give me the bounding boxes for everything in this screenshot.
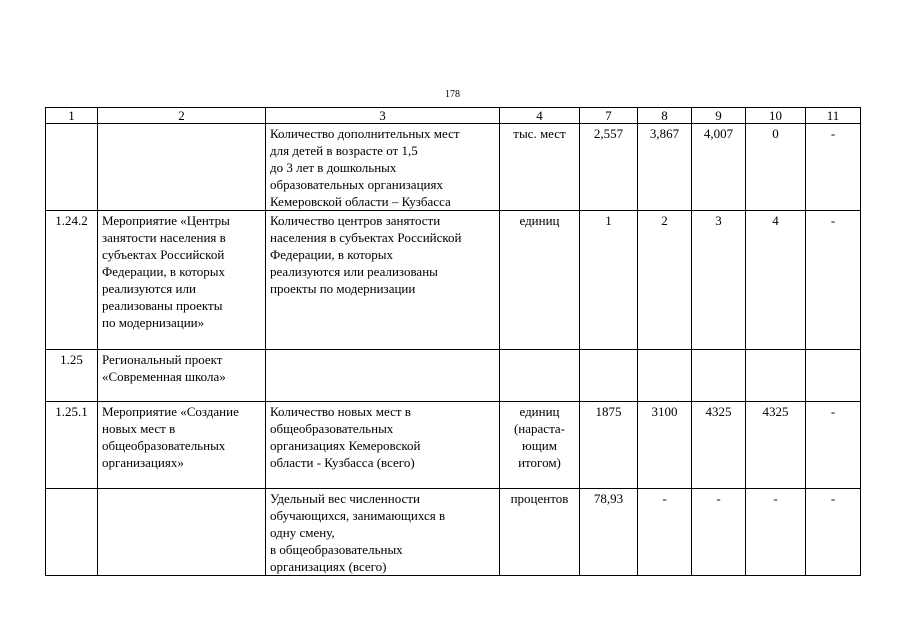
header-cell: 3 — [266, 108, 500, 124]
table-row — [46, 124, 861, 211]
value-cell-7 — [580, 350, 638, 402]
row-number-cell — [46, 489, 98, 576]
header-cell: 4 — [500, 108, 580, 124]
row-number-cell: 1.25.1 — [46, 402, 98, 489]
value-cell-10: 4 — [746, 211, 806, 350]
value-cell-11: - — [806, 211, 861, 350]
header-cell: 9 — [692, 108, 746, 124]
value-cell-8 — [638, 350, 692, 402]
value-cell-9: - — [692, 489, 746, 576]
measure-cell: Мероприятие «Центры занятости населения в субъектах Российской Федерации, в которых реализуются или реализованы проекты по модернизации» — [98, 211, 266, 350]
value-cell-8: - — [638, 489, 692, 576]
value-cell-8: 3,867 — [638, 124, 692, 211]
value-cell-7: 1 — [580, 211, 638, 350]
value-cell-10 — [746, 350, 806, 402]
value-cell-11: - — [806, 124, 861, 211]
value-cell-10: - — [746, 489, 806, 576]
table-row — [46, 489, 861, 576]
value-cell-9: 3 — [692, 211, 746, 350]
unit-cell: единиц (нараста- ющим итогом) — [500, 402, 580, 489]
unit-cell — [500, 350, 580, 402]
indicator-cell: Количество центров занятости населения в субъектах Российской Федерации, в которых реализуются или реализованы проекты по модернизации — [266, 211, 500, 350]
value-cell-11: - — [806, 489, 861, 576]
header-cell: 10 — [746, 108, 806, 124]
table-header-row — [46, 108, 861, 124]
row-number-cell: 1.24.2 — [46, 211, 98, 350]
header-cell: 8 — [638, 108, 692, 124]
indicator-cell: Количество новых мест в общеобразовательных организациях Кемеровской области - Кузбасса (всего) — [266, 402, 500, 489]
indicator-cell: Удельный вес численности обучающихся, занимающихся в одну смену, в общеобразовательных организациях (всего) — [266, 489, 500, 576]
table-row — [46, 350, 861, 402]
table-row — [46, 402, 861, 489]
indicator-cell — [266, 350, 500, 402]
unit-cell: тыс. мест — [500, 124, 580, 211]
header-cell: 2 — [98, 108, 266, 124]
measure-cell: Региональный проект «Современная школа» — [98, 350, 266, 402]
value-cell-9 — [692, 350, 746, 402]
header-cell: 1 — [46, 108, 98, 124]
header-cell: 11 — [806, 108, 861, 124]
page-number: 178 — [445, 89, 460, 100]
measure-cell — [98, 489, 266, 576]
measure-cell: Мероприятие «Создание новых мест в общеобразовательных организациях» — [98, 402, 266, 489]
value-cell-7: 1875 — [580, 402, 638, 489]
value-cell-9: 4325 — [692, 402, 746, 489]
value-cell-10: 4325 — [746, 402, 806, 489]
value-cell-11: - — [806, 402, 861, 489]
header-cell: 7 — [580, 108, 638, 124]
indicator-cell: Количество дополнительных мест для детей в возрасте от 1,5 до 3 лет в дошкольных образовательных организациях Кемеровской области – Кузбасса — [266, 124, 500, 211]
row-number-cell: 1.25 — [46, 350, 98, 402]
row-number-cell — [46, 124, 98, 211]
measure-cell — [98, 124, 266, 211]
unit-cell: единиц — [500, 211, 580, 350]
value-cell-8: 3100 — [638, 402, 692, 489]
value-cell-11 — [806, 350, 861, 402]
value-cell-7: 78,93 — [580, 489, 638, 576]
value-cell-9: 4,007 — [692, 124, 746, 211]
table-row — [46, 211, 861, 350]
value-cell-8: 2 — [638, 211, 692, 350]
value-cell-10: 0 — [746, 124, 806, 211]
indicators-table — [45, 107, 861, 576]
unit-cell: процентов — [500, 489, 580, 576]
value-cell-7: 2,557 — [580, 124, 638, 211]
